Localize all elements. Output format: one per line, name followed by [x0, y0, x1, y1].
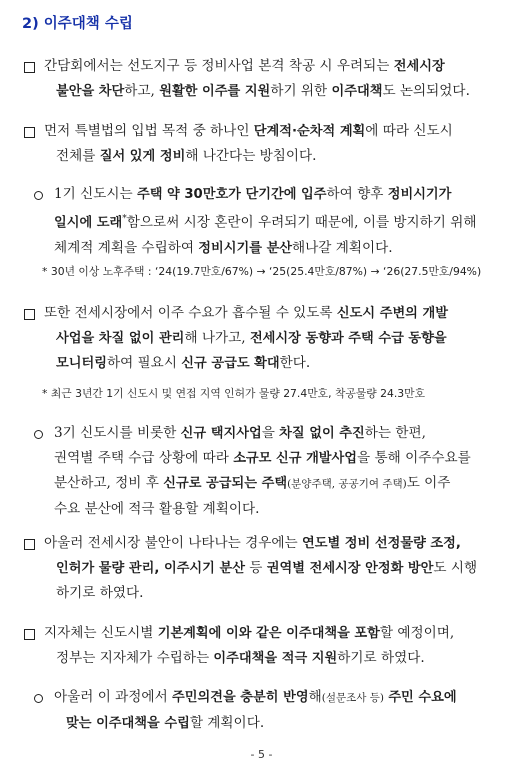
square-bullet-icon: [24, 629, 35, 640]
paragraph-2: [44, 119, 504, 169]
p1-text: 간담회에서는 선도지구 등 정비사업 본격 착공 시 우려되는: [44, 58, 394, 74]
p2-emph: 질서 있게 정비: [99, 149, 186, 164]
p1-emph: 이주대책: [331, 84, 383, 99]
p4-emph: 전세시장 동향과 주택 수급 동향을: [249, 331, 447, 346]
paragraph-4: [44, 301, 504, 376]
p8-text: 할 계획이다.: [189, 715, 265, 731]
p1-text: 하고,: [124, 83, 160, 99]
p2-emph: 단계적·순차적 계획: [253, 124, 366, 139]
paragraph-3: [54, 182, 509, 261]
p6-emph: 인허가 물량 관리, 이주시기 분산: [56, 561, 245, 576]
p5-emph: 신규로 공급되는 주택: [163, 476, 288, 491]
p6-text: 아울러 전세시장 불안이 나타나는 경우에는: [44, 535, 302, 551]
paragraph-5: [54, 421, 509, 522]
footnote-1: * 30년 이상 노후주택 : ‘24(19.7만호/67%) → ‘25(25.4만호/87%) → ‘26(27.5만호/94%): [42, 265, 482, 278]
p7-text: 하기로 하였다.: [337, 650, 425, 666]
p6-text: 도 시행: [433, 560, 478, 576]
p5-emph: 소규모 신규 개발사업: [233, 451, 358, 466]
circle-bullet-icon: [34, 430, 43, 439]
p8-note: (설문조사 등): [321, 692, 384, 704]
p5-text: 3기 신도시를 비롯한: [54, 425, 181, 441]
square-bullet-icon: [24, 62, 35, 73]
p5-text: 분산하고, 정비 후: [54, 475, 164, 491]
p1-emph: 불안을 차단: [56, 84, 125, 99]
p2-text: 에 따라 신도시: [365, 123, 453, 139]
p8-emph: 맞는 이주대책을 수립: [66, 716, 190, 731]
p1-text: 하기 위한: [270, 83, 332, 99]
paragraph-8: [54, 685, 509, 736]
p3-emph: 정비시기를 분산: [198, 240, 293, 256]
square-bullet-icon: [24, 127, 35, 138]
p5-emph: 신규 택지사업: [180, 426, 262, 441]
p3-emph: 정비시기가: [387, 187, 452, 202]
p3-text: 함으로써 시장 혼란이 우려되기 때문에, 이를 방지하기 위해: [126, 214, 477, 231]
p4-emph: 사업을 차질 없이 관리: [56, 331, 185, 346]
p2-text: 전체를: [56, 148, 100, 164]
p7-emph: 이주대책을 적극 지원: [213, 651, 338, 666]
paragraph-7: [44, 621, 504, 671]
footnote-2: * 최근 3년간 1기 신도시 및 연접 지역 인허가 물량 27.4만호, 착공물량 24.3만호: [42, 387, 426, 400]
p7-text: 정부는 지자체가 수립하는: [56, 650, 214, 666]
p1-emph: 원활한 이주를 지원: [159, 84, 271, 99]
p4-emph: 신규 공급도 확대: [181, 356, 280, 371]
p3-emph: 일시에 도래: [54, 215, 123, 231]
p6-text: 하기로 하였다.: [56, 585, 144, 601]
p8-emph: 주민 수요에: [388, 690, 457, 705]
paragraph-6: [44, 531, 504, 606]
p5-text: 을: [261, 425, 280, 441]
p5-note: (분양주택, 공공기여 주택): [287, 478, 407, 490]
paragraph-1: [44, 54, 504, 104]
p2-text: 먼저 특별법의 입법 목적 중 하나인: [44, 123, 254, 139]
p4-text: 한다.: [279, 355, 311, 371]
p4-text: 하여 필요시: [106, 355, 182, 371]
p6-emph: 연도별 정비 선정물량 조정,: [301, 536, 461, 551]
p1-text: 도 논의되었다.: [382, 83, 470, 99]
page-number: - 5 -: [250, 748, 273, 761]
p5-emph: 차질 없이 추진: [279, 426, 365, 441]
p3-text: 1기 신도시는: [54, 186, 137, 202]
p4-text: 해 나가고,: [184, 330, 250, 346]
p5-text: 도 이주: [406, 475, 451, 491]
p3-text: 하여 향후: [326, 186, 388, 202]
p7-emph: 기본계획에 이와 같은 이주대책을 포함: [157, 626, 380, 641]
square-bullet-icon: [24, 309, 35, 320]
p4-text: 또한 전세시장에서 이주 수요가 흡수될 수 있도록: [44, 305, 337, 321]
p7-text: 지자체는 신도시별: [44, 625, 158, 641]
p6-text: 등: [244, 560, 267, 576]
p5-text: 권역별 주택 수급 상황에 따라: [54, 450, 234, 466]
p7-text: 할 예정이며,: [379, 625, 455, 641]
p6-emph: 권역별 전세시장 안정화 방안: [266, 561, 434, 576]
p1-emph: 전세시장: [393, 59, 445, 74]
p5-text: 하는 한편,: [364, 425, 426, 441]
p3-text: 해나갈 계획이다.: [292, 239, 393, 256]
p2-text: 해 나간다는 방침이다.: [185, 148, 317, 164]
square-bullet-icon: [24, 539, 35, 550]
p3-text: 체계적 계획을 수립하여: [54, 239, 199, 256]
p8-text: 해: [308, 689, 322, 705]
p5-text: 을 통해 이주수요를: [357, 450, 471, 466]
section-title: 2) 이주대책 수립: [22, 16, 133, 32]
p4-emph: 신도시 주변의 개발: [336, 306, 448, 321]
circle-bullet-icon: [34, 191, 43, 200]
p8-emph: 주민의견을 충분히 반영: [172, 690, 309, 705]
footnote-marker: *: [122, 214, 127, 224]
p5-text: 수요 분산에 적극 활용할 계획이다.: [54, 501, 260, 517]
p4-emph: 모니터링: [56, 356, 107, 371]
p3-emph: 주택 약 30만호가 단기간에 입주: [136, 187, 327, 202]
circle-bullet-icon: [34, 694, 43, 703]
p8-text: 아울러 이 과정에서: [54, 689, 173, 705]
